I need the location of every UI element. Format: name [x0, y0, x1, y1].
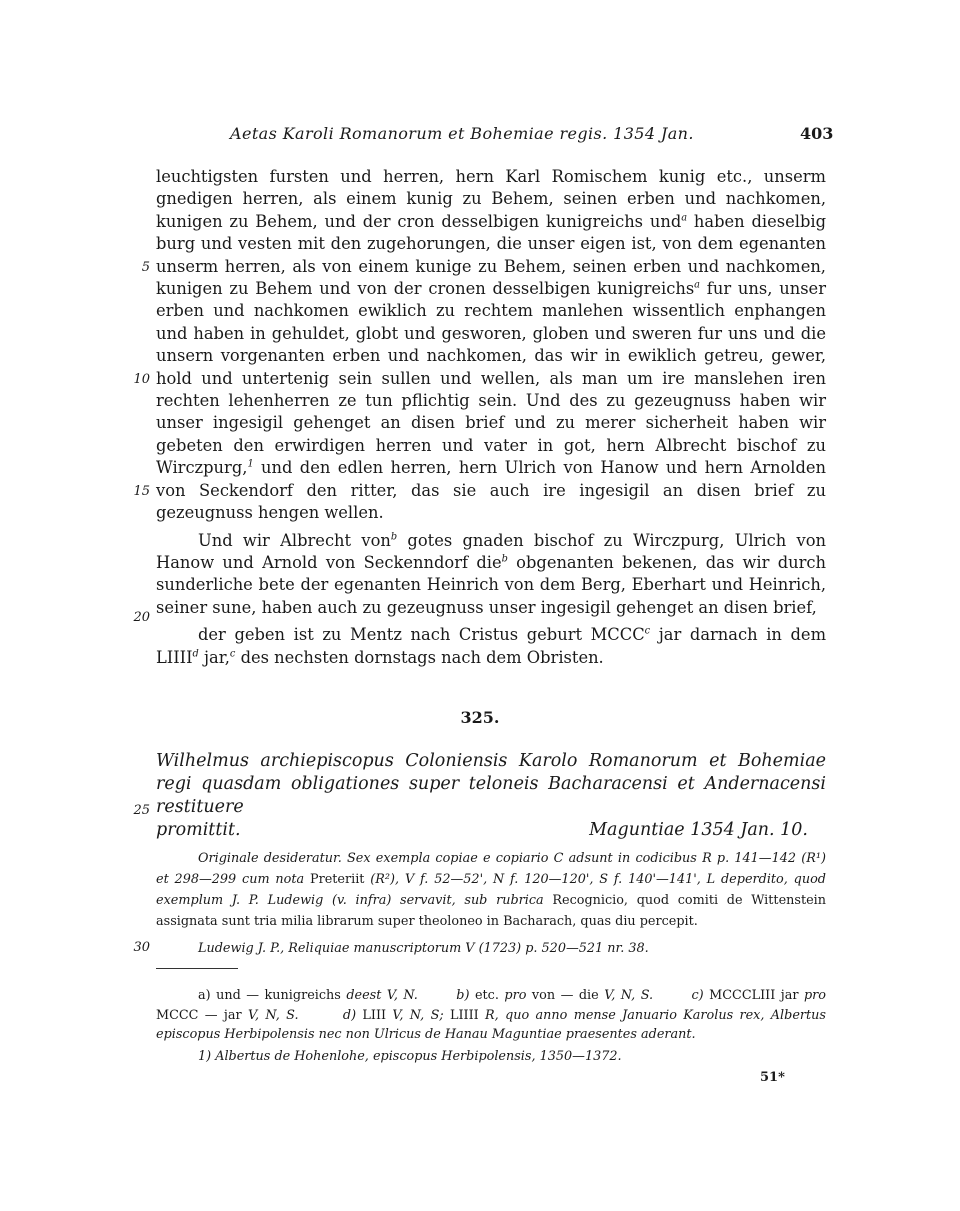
- footnote-ref: a: [681, 212, 688, 224]
- line-number: 20: [133, 610, 150, 625]
- page-number: 403: [800, 124, 834, 143]
- footnote-ref: c: [229, 648, 236, 660]
- footnote-ref: d: [192, 648, 199, 660]
- regest-heading: [156, 750, 826, 842]
- running-title: Aetas Karoli Romanorum et Bohemiae regis. 1354 Jan.: [230, 124, 694, 143]
- footnote-ref: b: [501, 553, 508, 565]
- footnote-1: 1) Albertus de Hohenlohe, episcopus Herbipolensis, 1350—1372.: [198, 1049, 622, 1064]
- charter-paragraph: leuchtigsten fursten und herren, hern Karl Romischem kunig etc., unserm gnedigen herren, als einem kunig zu Behem, seinen erben und nachkomen, kunigen zu Behem, und der cron desselbigen kunigreichs und$^a$ haben dieselbig burg und vesten mit den zugehorungen, die unser eigen ist, von dem egenanten unserm herren, als von einem kunige zu Behem, seinen erben und nachkomen, kunigen zu Behem und von der cronen desselbigen kunigreichs$^a$ fur uns, unser erben und nachkomen ewiklich zu rechtem manlehen wissentlich enphangen und haben in gehuldet, globt und gesworen, globen und sweren fur uns und die unsern vorgenanten erben und nachkomen, das wir in ewiklich getreu, gewer, hold und untertenig sein sullen und wellen, als man um ire manslehen iren rechten lehenherren ze tun pflichtig sein. Und des zu gezeugnuss haben wir unser ingesigil gehenget an disen brief und zu merer sicherheit haben wir gebeten den erwirdigen herren und vater in got, hern Albrecht bischof zu Wirczpurg,$^1$ und den edlen herren, hern Ulrich von Hanow und hern Arnolden von Seckendorf den ritter, das sie auch ire ingesigil an disen brief zu gezeugnuss hengen wellen.: [156, 167, 826, 523]
- footnote-apparatus: a) und — kunigreichs deest V, N. b) etc. pro von — die V, N, S. c) MCCCLIII jar pro MCCC — jar V, N, S. d) LIII V, N, S; LIIII R, quo anno mense Januario Karolus rex, Albertus episcopus Herbipolensis nec non Ulricus de Hanau Maguntiae praesentes aderant.: [156, 988, 826, 1042]
- regest-text-end: promittit.: [156, 820, 241, 840]
- section-number: 325.: [460, 708, 500, 727]
- footnote-ref: 1: [247, 458, 254, 470]
- regest-text: Wilhelmus archiepiscopus Coloniensis Karolo Romanorum et Bohemiae regi quasdam obligationes super teloneis Bacharacensi et Andernacensi restituere: [156, 751, 826, 817]
- charter-text: [156, 166, 826, 669]
- place-date: Maguntiae 1354 Jan. 10.: [589, 820, 808, 840]
- line-number: 10: [133, 372, 150, 387]
- regest-last-line: [156, 819, 826, 842]
- signature-mark: 51*: [760, 1070, 785, 1085]
- source-note: Originale desideratur. Sex exempla copiae e copiario C adsunt in codicibus R p. 141—142 (R¹) et 298—299 cum nota Preteriit (R²), V f. 52—52', N f. 120—120', S f. 140'—141', L deperdito, quod exemplum J. P. Ludewig (v. infra) servavit, sub rubrica Recognicio, quod comiti de Wittenstein assignata sunt tria milia librarum super theoloneo in Bacharach, quas diu percepit.: [156, 851, 826, 929]
- footnote-ref: b: [390, 531, 398, 543]
- line-number: 5: [141, 260, 150, 275]
- charter-paragraph: Und wir Albrecht von$^b$ gotes gnaden bischof zu Wirczpurg, Ulrich von Hanow und Arnold von Seckenndorf die$^b$ obgenanten bekenen, das wir durch sunderliche bete der egenanten Heinrich von dem Berg, Eberhart und Heinrich, seiner sune, haben auch zu gezeugnuss unser ingesigil gehenget an disen brief,: [156, 530, 826, 617]
- footnote-ref: a: [694, 279, 700, 291]
- line-number: 30: [133, 940, 150, 955]
- footnote-divider: [156, 968, 238, 969]
- literature-note: Ludewig J. P., Reliquiae manuscriptorum V (1723) p. 520—521 nr. 38.: [198, 941, 649, 956]
- footnote-ref: c: [644, 625, 651, 637]
- line-number: 15: [133, 484, 150, 499]
- dating-clause: der geben ist zu Mentz nach Cristus geburt MCCC$^c$ jar darnach in dem LIIII$^d$ jar,$^c$ des nechsten dornstags nach dem Obristen.: [156, 625, 827, 667]
- line-number: 25: [133, 803, 150, 818]
